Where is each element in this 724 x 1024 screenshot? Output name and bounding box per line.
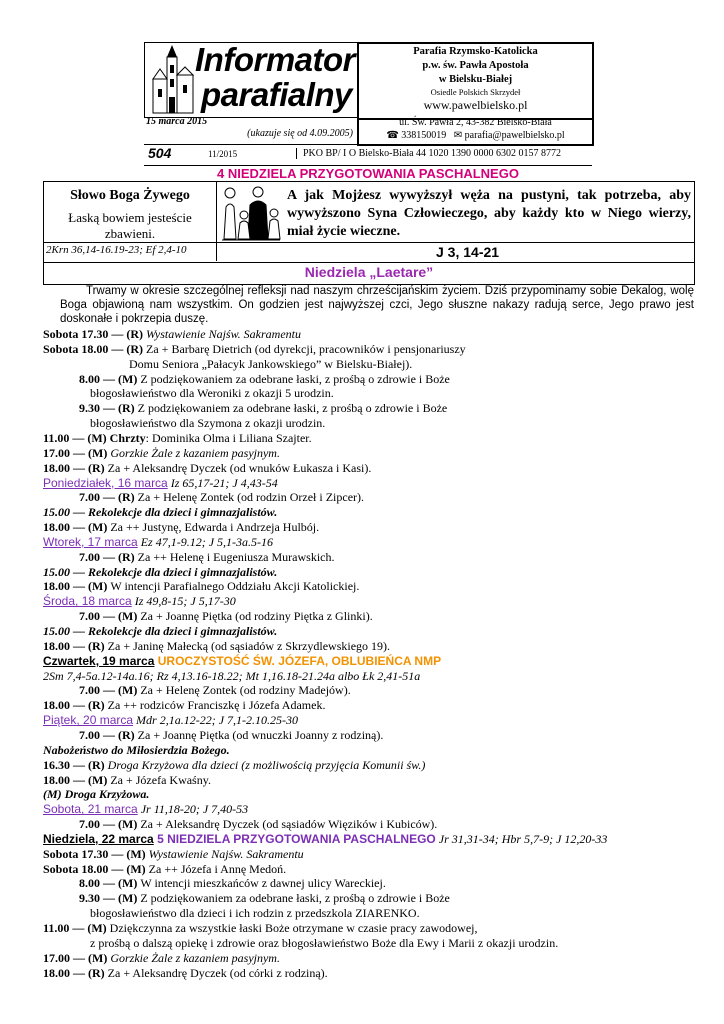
mass-time: 18.00 [43, 698, 70, 713]
parish-line: w Bielsku-Białej [438, 74, 513, 85]
schedule-line [90, 416, 325, 430]
mass-time: 17.00 [43, 950, 70, 965]
email-icon: ✉ [453, 130, 463, 141]
mass-intention: Wystawienie Najśw. Sakramentu [148, 846, 304, 861]
schedule-line [43, 758, 425, 772]
schedule-line [90, 386, 334, 400]
schedule-line [43, 327, 301, 341]
mass-intention-cont: błogosławieństwo dla dzieci i ich rodzin z przedszkola ZIARENKO. [90, 906, 420, 921]
day-readings: Jr 31,31-34; Hbr 5,7-9; J 12,20-33 [435, 831, 608, 846]
mass-intention: Dziękczynna za wszystkie łaski Boże otrzymane w czasie pracy zawodowej, [109, 921, 478, 935]
schedule-line [129, 357, 412, 371]
mass-priest: — (R) [100, 549, 138, 564]
mass-priest: — (R) [70, 757, 108, 772]
schedule-line [43, 446, 280, 460]
schedule-line [43, 832, 607, 846]
mass-time: Sobota 18.00 [43, 861, 109, 876]
schedule-line [43, 565, 277, 579]
mass-intention: Z podziękowaniem za odebrane łaski, z prośbą o zdrowie i Boże [140, 371, 450, 386]
mass-intention: Za ++ Justynę, Edwarda i Andrzeja Hulbój. [110, 520, 320, 535]
mass-priest: — (M) Chrzty [69, 430, 146, 445]
mass-priest: — (R) [70, 965, 108, 980]
schedule-line [79, 891, 450, 905]
mass-priest: — (R) [70, 460, 108, 475]
sunday-title: 4 NIEDZIELA PRZYGOTOWANIA PASCHALNEGO [217, 166, 519, 181]
mass-time: 8.00 [79, 876, 100, 891]
schedule-line [79, 876, 386, 890]
schedule-line [43, 535, 273, 549]
mass-intention: Za + Helenę Zontek (od rodziny Madejów). [140, 683, 351, 698]
day-heading: Środa, 18 marca [43, 594, 132, 609]
intro-paragraph: Trwamy w okresie szczególnej refleksji nad naszym chrześcijańskim życiem. Dziś przypominamy sobie Dekalog, wolę Boga objawioną nam wszystkim. On godzien jest najwyższej czci, Jego słuszne nakazy radują serce, Jego prawo jest doskonałe i pokrzepia duszę. [60, 285, 694, 325]
mass-intention: W intencji Parafialnego Oddziału Akcji Katolickiej. [110, 579, 360, 594]
mass-priest: — (M) [100, 876, 141, 891]
mass-priest: — (M) [100, 371, 141, 386]
mass-intention: Za + Helenę Zontek (od rodzin Orzeł i Zipcer). [137, 490, 365, 505]
mass-time: 16.30 [43, 757, 70, 772]
mass-time: Sobota 17.30 [43, 327, 109, 341]
schedule-line [79, 817, 437, 831]
event-line: 15.00 — Rekolekcje dla dzieci i gimnazjalistów. [43, 505, 278, 520]
word-box-title: Słowo Boga Żywego [70, 188, 190, 203]
schedule-line [43, 624, 277, 638]
mass-priest: — (M) [70, 579, 111, 594]
schedule-line [43, 802, 248, 816]
schedule-line [79, 609, 373, 623]
word-box-subtitle: Łaską bowiem jesteście zbawieni. [68, 210, 192, 241]
schedule-line [43, 951, 280, 965]
divider [44, 262, 694, 263]
schedule-line [43, 862, 286, 876]
word-of-god-box [43, 181, 695, 285]
readings: 2Krn 36,14-16.19-23; Ef 2,4-10 [46, 244, 187, 256]
mass-intention: Za + Janinę Małecką (od sąsiadów z Skrzydlewskiego 19). [107, 638, 391, 653]
mass-priest: — (M) [70, 445, 111, 460]
schedule-line [79, 683, 351, 697]
mass-priest: — (R) [108, 327, 147, 341]
feast-readings: 2Sm 7,4-5a.12-14a.16; Rz 4,13.16-18.22; Mt 1,16.18-21.24a albo Łk 2,41-51a [43, 668, 421, 683]
schedule-line [43, 476, 278, 490]
schedule-line [43, 342, 466, 356]
mass-time: 7.00 [79, 549, 100, 564]
mass-time: 7.00 [79, 683, 100, 698]
day-heading: Sobota, 21 marca [43, 802, 138, 817]
mass-intention-cont: z prośbą o dalszą opiekę i zdrowie oraz błogosławieństwo Boże dla Ewy i Marii z okazji urodzin. [90, 935, 559, 950]
schedule-line [43, 669, 420, 683]
mass-time: 7.00 [79, 490, 100, 505]
mass-priest: — (R) [70, 638, 108, 653]
mass-time: 18.00 [43, 579, 70, 594]
mass-intention-cont: Domu Seniora „Pałacyk Jankowskiego” w Bielsku-Białej). [129, 356, 413, 371]
mass-time: 9.30 [79, 401, 100, 416]
mass-priest: — (M) [100, 817, 141, 832]
mass-priest: — (M) [70, 950, 111, 965]
mass-intention: Za + Aleksandrę Dyczek (od wnuków Łukasza i Kasi). [107, 460, 372, 475]
mass-priest: — (M) [100, 891, 141, 906]
mass-intention: Za + Józefa Kwaśny. [110, 772, 211, 787]
mass-intention: Za ++ rodziców Franciszkę i Józefa Adamek. [107, 698, 326, 713]
mass-time: 11.00 [43, 921, 70, 935]
schedule-line [79, 372, 450, 386]
mass-intention: Za + Aleksandrę Dyczek (od córki z rodziną). [107, 965, 328, 980]
mass-priest: — (M) [70, 520, 111, 535]
mass-time: 7.00 [79, 727, 100, 742]
mass-priest: — (M) [69, 921, 110, 935]
mass-priest: — (M) [108, 861, 149, 876]
since-note: (ukazuje się od 4.09.2005) [247, 128, 353, 139]
day-heading: Niedziela, 22 marca [43, 831, 154, 846]
mass-time: 17.00 [43, 445, 70, 460]
mass-time: 7.00 [79, 817, 100, 832]
schedule-line [43, 654, 441, 668]
logo-title-line1: Informator [195, 41, 355, 78]
church-icon [149, 45, 195, 115]
event-line: 15.00 — Rekolekcje dla dzieci i gimnazjalistów. [43, 564, 278, 579]
gospel-verse: A jak Mojżesz wywyższył węża na pustyni, tak potrzeba, aby wywyższono Syna Człowieczego, aby każdy kto w Niego wierzy, miał życie wieczne. [287, 188, 691, 239]
number-row [144, 144, 592, 166]
schedule-line [43, 921, 478, 935]
mass-priest: — (M) [70, 772, 111, 787]
schedule-line [43, 594, 236, 608]
mass-time: 18.00 [43, 772, 70, 787]
mass-intention-cont: błogosławieństwo dla Szymona z okazji urodzin. [90, 416, 326, 431]
bank-account: PKO BP/ I O Bielsko-Biała 44 1020 1390 0000 6302 0157 8772 [296, 148, 561, 159]
mass-priest: — (R) [100, 401, 138, 416]
mass-time: Sobota 18.00 [43, 341, 109, 356]
feast-title: UROCZYSTOŚĆ ŚW. JÓZEFA, OBLUBIEŃCA NMP [154, 653, 442, 668]
mass-intention: Za + Aleksandrę Dyczek (od sąsiadów Więzików i Kubiców). [140, 817, 438, 832]
mass-time: 18.00 [43, 460, 70, 475]
issue-date: 15 marca 2015 [146, 116, 208, 127]
preacher-illustration-icon [220, 185, 282, 241]
schedule-line [43, 505, 277, 519]
phone: 338150019 [401, 130, 447, 141]
schedule-line [79, 728, 383, 742]
mass-time: 7.00 [79, 609, 100, 624]
schedule-line [79, 550, 334, 564]
mass-time: 9.30 [79, 891, 100, 906]
schedule-line [43, 579, 359, 593]
parish-box [357, 42, 594, 120]
mass-intention: Gorzkie Żale z kazaniem pasyjnym. [110, 445, 280, 460]
schedule-line [90, 906, 420, 920]
gospel-reference: J 3, 14-21 [436, 244, 500, 260]
sunday-name: Niedziela „Laetare” [304, 264, 434, 280]
issue-code: 11/2015 [208, 149, 238, 159]
schedule-line [43, 787, 149, 801]
day-heading: Piątek, 20 marca [43, 713, 134, 728]
schedule-line [43, 461, 371, 475]
mass-intention: Wystawienie Najśw. Sakramentu [146, 327, 302, 341]
mass-intention: Z podziękowaniem za odebrane łaski, z prośbą o zdrowie i Boże [140, 891, 450, 906]
schedule-line [79, 490, 364, 504]
event-line: Nabożeństwo do Miłosierdzia Bożego. [43, 742, 230, 757]
estate-name: Osiedle Polskich Skrzydeł [430, 87, 521, 97]
mass-time: 18.00 [43, 638, 70, 653]
logo-box [144, 42, 358, 118]
logo-title-line2: parafialny [201, 76, 352, 113]
schedule-line [43, 713, 298, 727]
email[interactable]: parafia@pawelbielsko.pl [464, 130, 565, 141]
sunday-title: 5 NIEDZIELA PRZYGOTOWANIA PASCHALNEGO [153, 831, 436, 846]
event-line: 15.00 — Rekolekcje dla dzieci i gimnazjalistów. [43, 624, 278, 638]
phone-icon: ☎ [386, 130, 399, 141]
masthead [144, 42, 592, 164]
mass-intention: Za ++ Helenę i Eugeniusza Murawskich. [137, 549, 335, 564]
mass-priest: — (M) [108, 846, 149, 861]
date-row [144, 116, 357, 142]
mass-intention: Za + Barbarę Dietrich (od dyrekcji, pracowników i pensjonariuszy [146, 341, 466, 356]
mass-time: 18.00 [43, 520, 70, 535]
schedule-line [43, 520, 319, 534]
mass-intention: W intencji mieszkańców z dawnej ulicy Wareckiej. [140, 876, 386, 891]
event-line: (M) Droga Krzyżowa. [43, 787, 150, 802]
schedule-line [90, 936, 558, 950]
mass-intention: Za + Joannę Piętka (od wnuczki Joanny z rodziną). [137, 727, 384, 742]
parish-line: Parafia Rzymsko-Katolicka [413, 46, 538, 57]
issue-number: 504 [148, 145, 172, 161]
day-readings: Jr 11,18-20; J 7,40-53 [137, 802, 249, 817]
mass-priest: — (M) [100, 609, 141, 624]
schedule-line [43, 773, 211, 787]
day-heading: Poniedziałek, 16 marca [43, 475, 168, 490]
website-link[interactable]: www.pawelbielsko.pl [423, 98, 528, 112]
mass-intention: Z podziękowaniem za odebrane łaski, z prośbą o zdrowie i Boże [137, 401, 448, 416]
schedule-line [43, 639, 390, 653]
mass-time: 18.00 [43, 965, 70, 980]
mass-priest: — (R) [70, 698, 108, 713]
mass-priest: — (M) [100, 683, 141, 698]
day-heading: Wtorek, 17 marca [43, 534, 138, 549]
mass-intention: Za ++ Józefa i Annę Medoń. [148, 861, 287, 876]
mass-priest: — (R) [100, 490, 138, 505]
schedule-line [43, 431, 312, 445]
day-readings: Mdr 2,1a.12-22; J 7,1-2.10.25-30 [133, 713, 299, 728]
day-heading: Czwartek, 19 marca [43, 653, 155, 668]
mass-intention: Za + Joannę Piętka (od rodziny Piętka z Glinki). [140, 609, 373, 624]
mass-intention: Gorzkie Żale z kazaniem pasyjnym. [110, 950, 280, 965]
day-readings: Iz 65,17-21; J 4,43-54 [167, 475, 278, 490]
schedule-line [79, 401, 447, 415]
schedule-line [43, 966, 328, 980]
day-readings: Iz 49,8-15; J 5,17-30 [131, 594, 236, 609]
mass-time: 11.00 [43, 430, 70, 445]
mass-priest: — (R) [100, 727, 138, 742]
schedule-line [43, 847, 304, 861]
mass-time: 8.00 [79, 371, 100, 386]
day-readings: Ez 47,1-9.12; J 5,1-3a.5-16 [137, 534, 274, 549]
mass-intention: Droga Krzyżowa dla dzieci (z możliwością przyjęcia Komunii św.) [107, 757, 426, 772]
schedule-line [43, 698, 325, 712]
mass-time: Sobota 17.30 [43, 846, 109, 861]
mass-intention-cont: błogosławieństwo dla Weroniki z okazji 5 urodzin. [90, 386, 334, 401]
schedule-line [43, 743, 230, 757]
parish-line: p.w. św. Pawła Apostoła [422, 60, 529, 71]
mass-priest: — (R) [108, 341, 147, 356]
address-box [357, 116, 594, 146]
mass-intention: : Dominika Olma i Liliana Szajter. [145, 430, 312, 445]
address: ul. Św. Pawła 2, 43-382 Bielsko-Biała [399, 117, 552, 128]
